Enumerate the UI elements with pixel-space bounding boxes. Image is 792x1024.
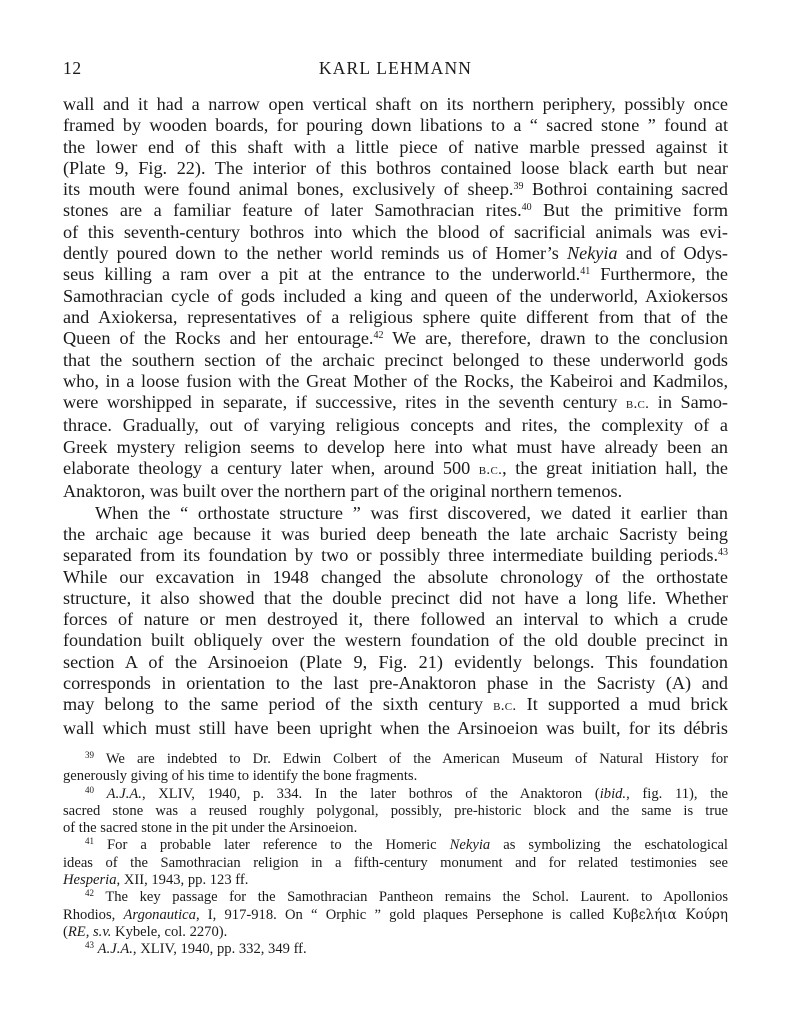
text-line: (Plate 9, Fig. 22). The interior of this bothros contained loose black earth but near: [63, 157, 728, 178]
small-caps-era: b.c.: [625, 396, 650, 413]
text-line: dently poured down to the nether world reminds us of Homer’s Nekyia and of Odys-: [63, 243, 728, 264]
text-line: section A of the Arsinoeion (Plate 9, Fig. 21) evidently belongs. This foundation: [63, 651, 728, 672]
page-header: [63, 58, 728, 84]
text-line: the lower end of this shaft with a little piece of native marble pressed against it: [63, 136, 728, 157]
text-line: Anaktoron, was built over the northern part of the original northern temenos.: [63, 481, 623, 502]
text-line: corresponds in orientation to the last pre-Anaktoron phase in the Sacristy (A) and: [63, 673, 728, 694]
italic-title: Nekyia: [567, 243, 618, 264]
text-line: separated from its foundation by two or possibly three intermediate building periods.$^{43}$: [63, 545, 728, 566]
text-line: wall which must still have been upright when the Arsinoeion was built, for its débris: [63, 717, 728, 738]
footnote-number: 40: [85, 784, 94, 795]
footnote-39: $^{39}$ We are indebted to Dr. Edwin Colbert of the American Museum of Natural History for generously giving of his time to identify the bone fragments.: [63, 749, 728, 785]
text-line: of this seventh-century bothros into which the blood of sacrificial animals was evi-: [63, 221, 728, 242]
footnote-ref: 42: [373, 330, 384, 342]
small-caps-era: b.c.: [478, 462, 503, 479]
footnote-ref: 43: [718, 547, 728, 559]
text-line: structure, it also showed that the double precinct did not have a long life. Whether: [63, 587, 728, 608]
text-line: stones are a familiar feature of later Samothracian rites.$^{40}$ But the primitive form: [63, 200, 728, 221]
text-line: seus killing a ram over a pit at the entrance to the underworld.$^{41}$ Furthermore, the: [63, 264, 728, 285]
text-line: the archaic age because it was buried deep beneath the late archaic Sacristy being: [63, 523, 728, 544]
running-head: KARL LEHMANN: [318, 58, 473, 78]
footnote-number: 41: [85, 836, 94, 847]
text-line: foundation built obliquely over the western foundation of the old double precinct in: [63, 630, 728, 651]
text-line: wall and it had a narrow open vertical shaft on its northern periphery, possibly once: [63, 94, 728, 114]
text-line: Samothracian cycle of gods included a king and queen of the underworld, Axiokersos: [63, 285, 728, 306]
footnote-40: $^{40}$ A.J.A., XLIV, 1940, p. 334. In the later bothros of the Anaktoron (ibid., fig. 11), the sacred stone was a reused roughly polygonal, possibly, pre-historic block and the same is true of the sacred stone in the pit under the Arsinoeion.: [63, 784, 729, 837]
footnote-ref: 39: [513, 181, 524, 193]
text-line: When the “ orthostate structure ” was first discovered, we dated it earlier than: [95, 502, 728, 523]
footnote-43: $^{43}$ A.J.A., XLIV, 1940, pp. 332, 349 ff.: [85, 940, 307, 958]
footnote-41: $^{41}$ For a probable later reference to the Homeric Nekyia as symbolizing the eschatological ideas of the Samothracian religion in a fifth-century monument and for related testimonies see Hesperia, XII, 1943, pp. 123 ff.: [63, 836, 728, 888]
text-line: that the southern section of the archaic precinct belonged to these underworld gods: [63, 349, 728, 370]
small-caps-era: b.c.: [493, 698, 517, 715]
text-line: thrace. Gradually, out of varying religious concepts and rites, the complexity of a: [63, 415, 728, 436]
page: [63, 58, 728, 958]
text-line: Greek mystery religion seems to develop here into what must have already been an: [63, 436, 728, 457]
body-text: [63, 94, 728, 739]
footnote-number: 39: [85, 749, 94, 760]
footnote-number: 43: [85, 940, 94, 951]
text-line: elaborate theology a century later when, around 500 b.c., the great initiation hall, the: [63, 458, 729, 479]
text-line: were worshipped in separate, if successive, rites in the seventh century b.c. in Samo-: [63, 392, 728, 413]
text-line: who, in a loose fusion with the Great Mother of the Rocks, the Kabeiroi and Kadmilos,: [63, 370, 728, 391]
greek-text: Κυβελήια Κούρη: [612, 906, 729, 923]
text-line: Queen of the Rocks and her entourage.$^{42}$ We are, therefore, drawn to the conclusion: [63, 328, 728, 349]
text-line: may belong to the same period of the sixth century b.c. It supported a mud brick: [63, 694, 729, 715]
text-line: While our excavation in 1948 changed the absolute chronology of the orthostate: [63, 566, 728, 587]
text-line: framed by wooden boards, for pouring down libations to a “ sacred stone ” found at: [63, 115, 728, 136]
text-line: forces of nature or men destroyed it, there followed an interval to which a crude: [63, 609, 728, 630]
text-line: and Axiokersa, representatives of a religious sphere quite different from that of the: [63, 306, 728, 327]
footnote-ref: 40: [521, 202, 532, 214]
footnote-number: 42: [85, 888, 94, 899]
footnote-ref: 41: [580, 266, 591, 278]
page-number: 12: [63, 58, 82, 78]
footnote-42: $^{42}$ The key passage for the Samothracian Pantheon remains the Schol. Laurent. to Apollonios Rhodios, Argonautica, I, 917-918. On “ Orphic ” gold plaques Persephone is called Κυβελήια Κούρη (RE, s.v. Kybele, col. 2270).: [63, 888, 729, 940]
text-line: its mouth were found animal bones, exclusively of sheep.$^{39}$ Bothroi containing sacred: [63, 179, 728, 200]
footnotes: [63, 751, 728, 959]
